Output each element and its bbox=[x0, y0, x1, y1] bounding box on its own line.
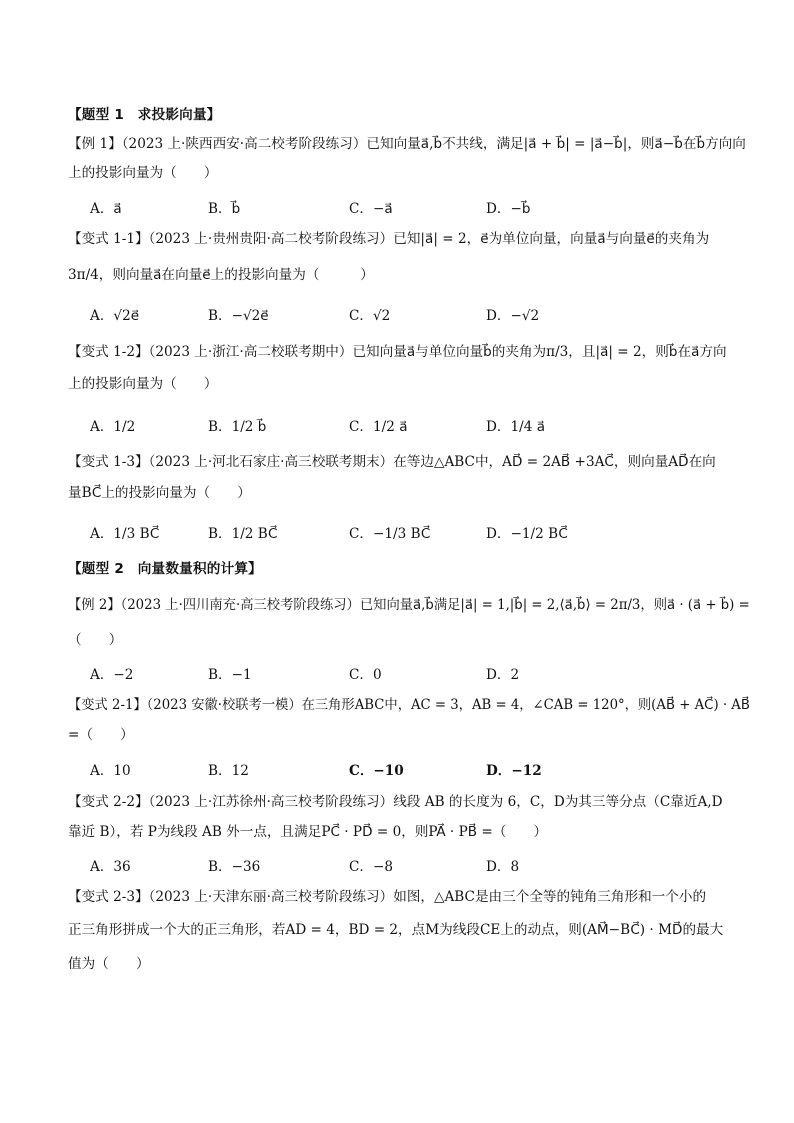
question-v23-line1: 【变式 2-3】（2023 上·天津东丽·高三校考阶段练习）如图，△ABC是由三个全等的钝角三角形和一个小的 bbox=[68, 889, 707, 905]
option-b: B．−√2e⃗ bbox=[208, 308, 269, 324]
option-a: A．a⃗ bbox=[90, 201, 122, 217]
option-a: A．1/2 bbox=[90, 419, 136, 435]
option-c: C．1/2 a⃗ bbox=[349, 419, 408, 435]
option-a: A．36 bbox=[90, 859, 131, 875]
question-v21-line2: =（ ） bbox=[68, 727, 134, 743]
question-ex1-line2: 上的投影向量为（ ） bbox=[68, 165, 218, 181]
option-b: B．1/2 BC⃗ bbox=[208, 526, 278, 542]
option-c: C．−10 bbox=[349, 763, 404, 779]
option-a: A．√2e⃗ bbox=[90, 308, 140, 324]
option-c: C．−8 bbox=[349, 859, 394, 875]
question-v11-line2: 3π/4，则向量a⃗在向量e⃗上的投影向量为（ ） bbox=[68, 267, 374, 283]
option-a: A．1/3 BC⃗ bbox=[90, 526, 160, 542]
option-b: B．12 bbox=[208, 763, 249, 779]
option-d: D．−√2 bbox=[486, 308, 540, 324]
question-v22-line1: 【变式 2-2】（2023 上·江苏徐州·高三校考阶段练习）线段 AB 的长度为 6，C，D为其三等分点（C靠近A,D bbox=[68, 794, 723, 810]
option-d: D．1/4 a⃗ bbox=[486, 419, 546, 435]
question-ex2-line1: 【例 2】（2023 上·四川南充·高三校考阶段练习）已知向量a⃗,b⃗满足|a⃗| = 1,|b⃗| = 2,⟨a⃗,b⃗⟩ = 2π/3，则a⃗ · (a⃗ + b⃗) = bbox=[68, 597, 750, 613]
question-v11-line1: 【变式 1-1】（2023 上·贵州贵阳·高二校考阶段练习）已知|a⃗| = 2，e⃗为单位向量，向量a⃗与向量e⃗的夹角为 bbox=[68, 231, 710, 247]
question-v13-line2: 量BC⃗上的投影向量为（ ） bbox=[68, 485, 251, 501]
option-d: D．8 bbox=[486, 859, 520, 875]
option-d: D．−b⃗ bbox=[486, 201, 531, 217]
option-b: B．−36 bbox=[208, 859, 261, 875]
option-c: C．−a⃗ bbox=[349, 201, 393, 217]
question-v13-line1: 【变式 1-3】（2023 上·河北石家庄·高三校联考期末）在等边△ABC中，AD⃗ = 2AB⃗ +3AC⃗，则向量AD⃗在向 bbox=[68, 454, 716, 470]
option-d: D．−1/2 BC⃗ bbox=[486, 526, 568, 542]
question-v23-line3: 值为（ ） bbox=[68, 956, 150, 972]
question-v22-line2: 靠近 B），若 P为线段 AB 外一点，且满足PC⃗ · PD⃗ = 0，则PA⃗ · PB⃗ =（ ） bbox=[68, 824, 548, 840]
option-c: C．0 bbox=[349, 667, 382, 683]
option-b: B．1/2 b⃗ bbox=[208, 419, 267, 435]
section-heading-2: 【题型 2 向量数量积的计算】 bbox=[68, 561, 262, 577]
option-a: A．10 bbox=[90, 763, 131, 779]
option-a: A．−2 bbox=[90, 667, 134, 683]
question-v21-line1: 【变式 2-1】（2023 安徽·校联考一模）在三角形ABC中，AC = 3，AB = 4，∠CAB = 120°，则(AB⃗ + AC⃗) · AB⃗ bbox=[68, 697, 750, 713]
option-d: D．−12 bbox=[486, 763, 542, 779]
question-ex1-line1: 【例 1】（2023 上·陕西西安·高二校考阶段练习）已知向量a⃗,b⃗不共线，满足|a⃗ + b⃗| = |a⃗−b⃗|，则a⃗−b⃗在b⃗方向向 bbox=[68, 136, 746, 152]
option-b: B．−1 bbox=[208, 667, 252, 683]
question-v23-line2: 正三角形拼成一个大的正三角形，若AD = 4，BD = 2，点M为线段CE上的动点，则(AM⃗−BC⃗) · MD⃗的最大 bbox=[68, 922, 724, 938]
section-heading-1: 【题型 1 求投影向量】 bbox=[68, 107, 221, 123]
option-c: C．−1/3 BC⃗ bbox=[349, 526, 431, 542]
question-v12-line1: 【变式 1-2】（2023 上·浙江·高二校联考期中）已知向量a⃗与单位向量b⃗的夹角为π/3，且|a⃗| = 2，则b⃗在a⃗方向 bbox=[68, 344, 727, 360]
question-ex2-line2: （ ） bbox=[68, 632, 123, 648]
option-c: C．√2 bbox=[349, 308, 391, 324]
option-b: B．b⃗ bbox=[208, 201, 241, 217]
option-d: D．2 bbox=[486, 667, 520, 683]
question-v12-line2: 上的投影向量为（ ） bbox=[68, 376, 218, 392]
